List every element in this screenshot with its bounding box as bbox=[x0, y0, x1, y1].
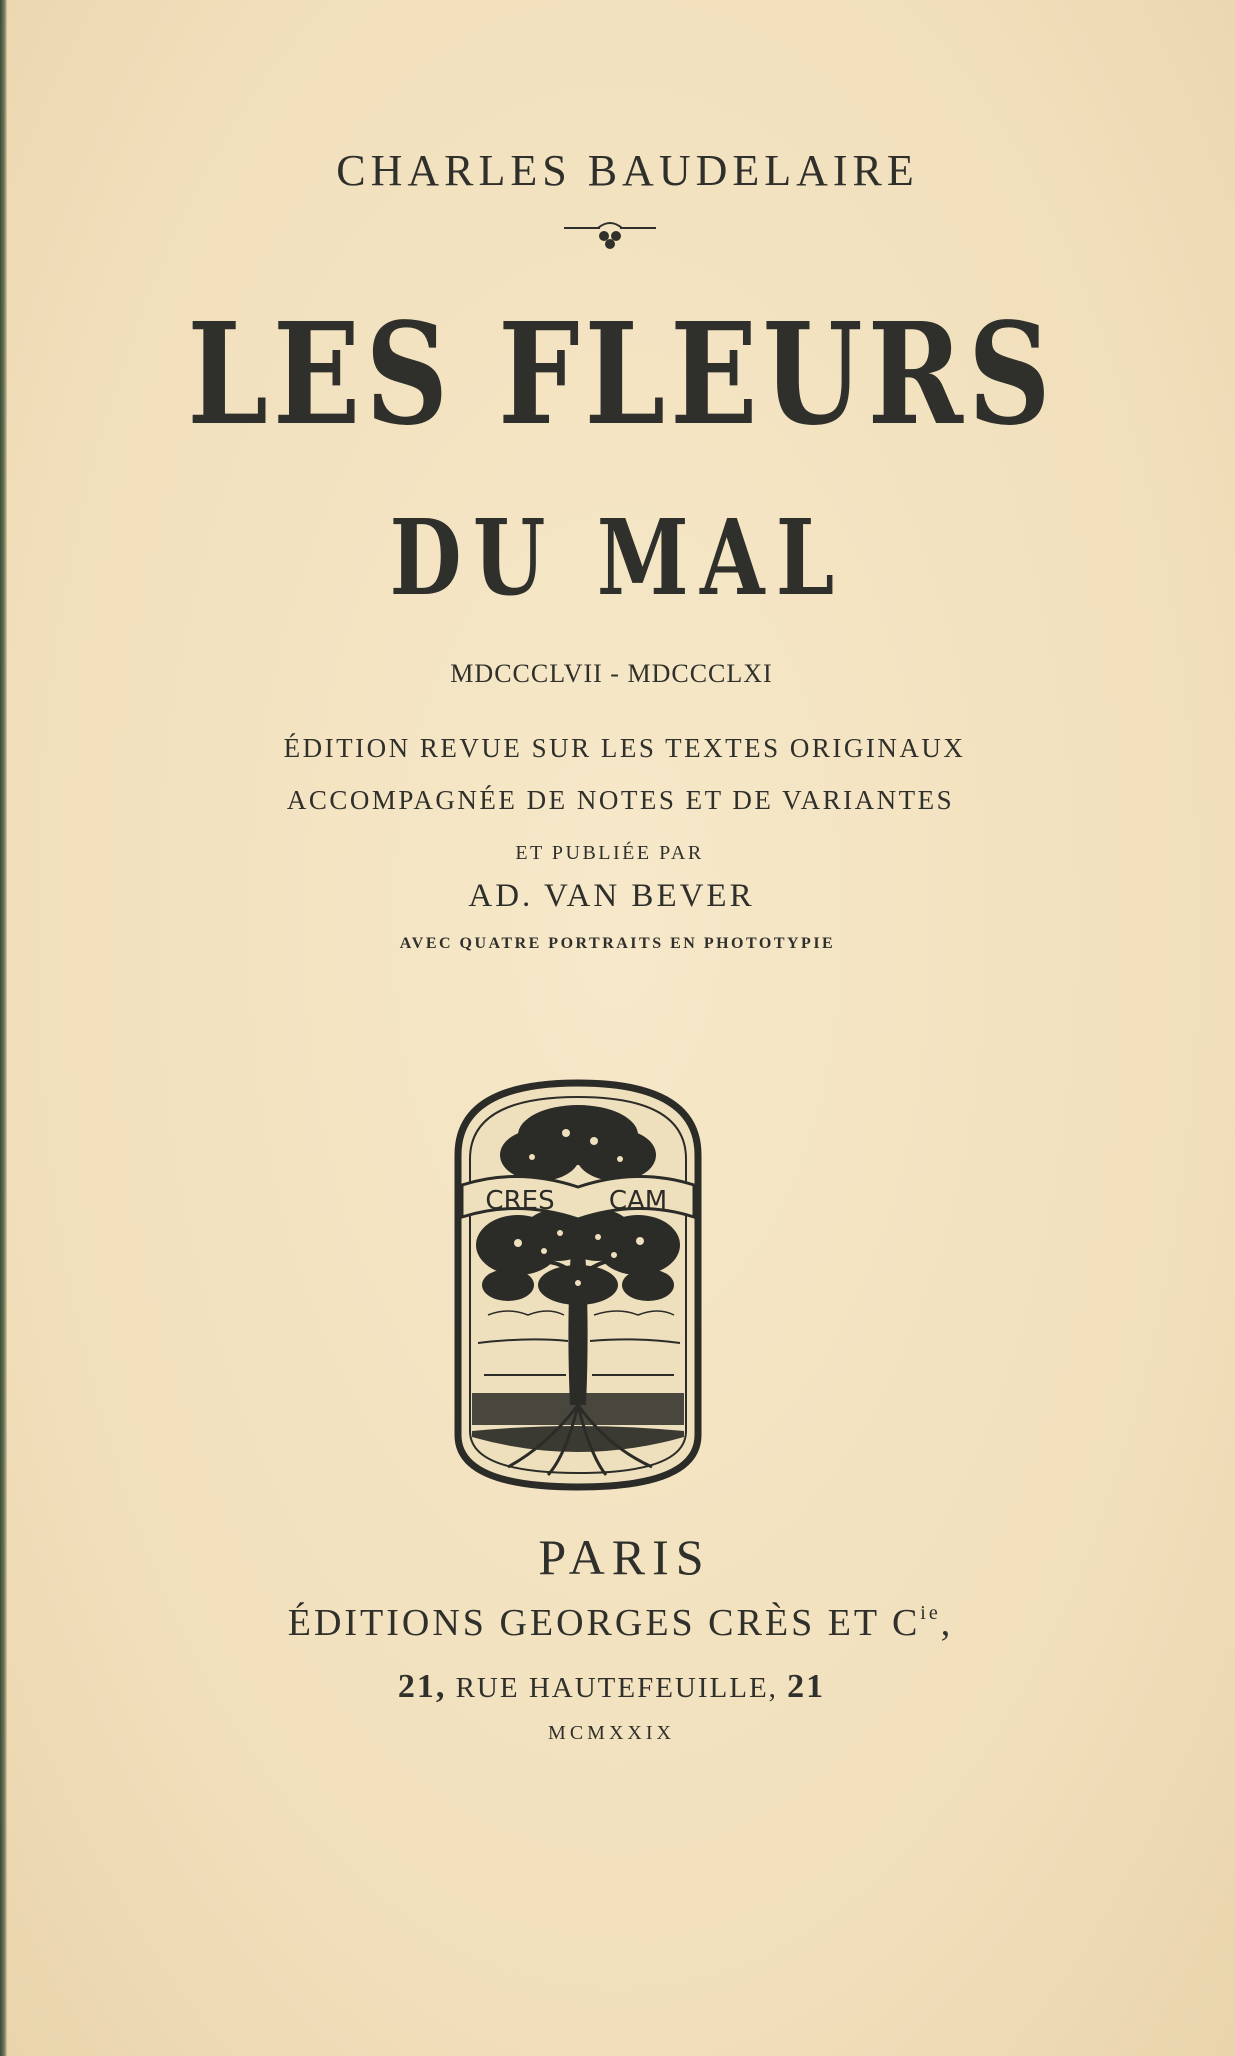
emblem-banner-right: CAM bbox=[608, 1186, 668, 1216]
editor-name: AD. VAN BEVER bbox=[468, 878, 755, 914]
emblem-banner-left: CRES bbox=[485, 1186, 555, 1216]
title-line-1: LES FLEURS bbox=[187, 293, 1056, 457]
fleuron-icon bbox=[560, 220, 660, 250]
publisher-superscript: ie bbox=[920, 1602, 941, 1624]
imprint-year: MCMXXIX bbox=[548, 1722, 675, 1744]
imprint-city: PARIS bbox=[538, 1529, 711, 1585]
title-line-2: DU MAL bbox=[389, 496, 846, 619]
date-range: MDCCCLVII - MDCCCLXI bbox=[450, 659, 773, 688]
imprint-address bbox=[0, 1668, 1229, 1706]
publisher-comma: , bbox=[940, 1602, 954, 1644]
address-number-2: 21 bbox=[787, 1668, 826, 1705]
published-by-label: ET PUBLIÉE PAR bbox=[515, 842, 704, 864]
edition-note-line-2: ACCOMPAGNÉE DE NOTES ET DE VARIANTES bbox=[286, 785, 955, 815]
author-name: CHARLES BAUDELAIRE bbox=[336, 146, 919, 195]
address-number-1: 21, bbox=[397, 1668, 447, 1705]
publisher-name: ÉDITIONS GEORGES CRÈS ET C bbox=[287, 1602, 921, 1644]
portraits-note: AVEC QUATRE PORTRAITS EN PHOTOTYPIE bbox=[399, 935, 836, 952]
book-spine-edge bbox=[0, 0, 7, 2056]
address-street: RUE HAUTEFEUILLE, bbox=[455, 1672, 778, 1704]
edition-note-line-1: ÉDITION REVUE SUR LES TEXTES ORIGINAUX bbox=[283, 733, 966, 763]
tree-emblem-icon bbox=[448, 1075, 708, 1495]
imprint-publisher bbox=[3, 1601, 1235, 1645]
